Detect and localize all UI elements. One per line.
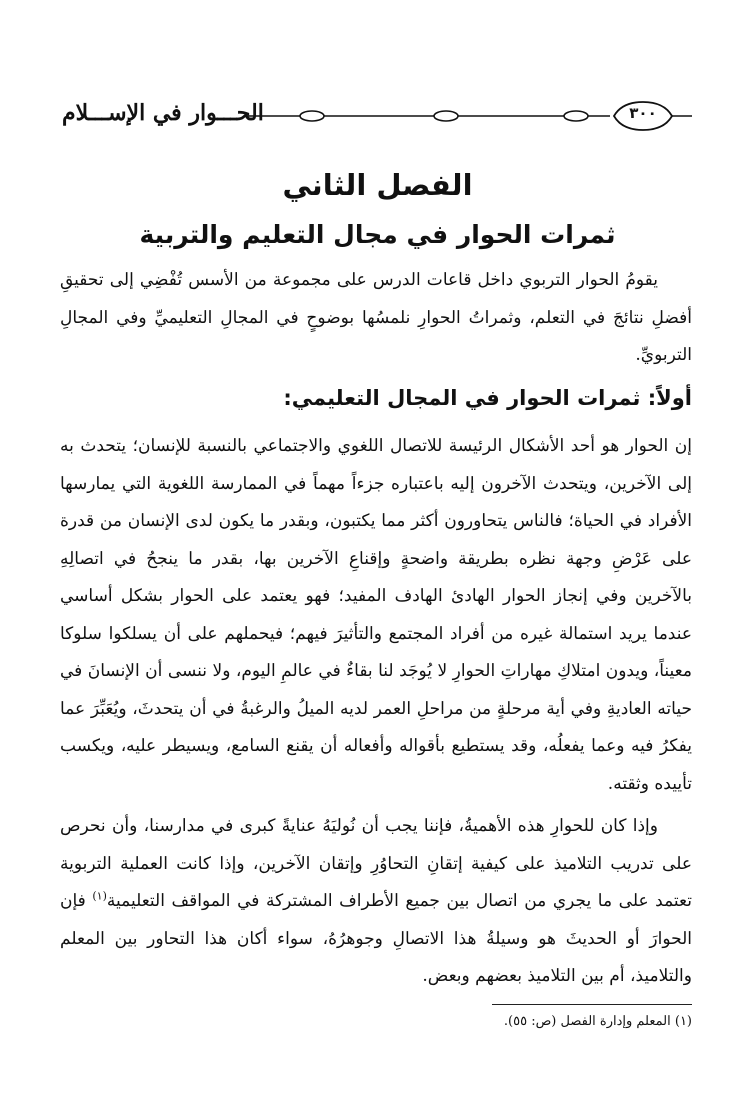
- page-number: ٣٠٠: [629, 104, 657, 122]
- footnote-reference[interactable]: (١): [92, 889, 107, 903]
- second-paragraph-text-start: وإذا كان للحوارِ هذه الأهميةُ، فإننا يجب أن نُوليَهُ عنايةً كبرى في مدارسنا، وأن نحرص على تدريب التلاميذ على كيفية إتقانِ التحاوُرِ وإتقان الآخرين، وإذا كانت العملية التربوية تعتمد على ما يجري من اتصال بين جميع الأطراف المشتركة في المواقف التعليمية: [60, 816, 692, 911]
- footnote-separator: [492, 1004, 692, 1005]
- chapter-subtitle: ثمرات الحوار في مجال التعليم والتربية: [139, 220, 616, 249]
- section-heading: أولاً: ثمرات الحوار في المجال التعليمي:: [283, 386, 692, 410]
- book-title: الحـــوار في الإســـلام: [62, 100, 264, 126]
- running-header: [62, 96, 692, 136]
- second-paragraph-text-end: فإن الحوارَ أو الحديثَ هو وسيلةُ هذا الاتصالِ وجوهرُهُ، سواء أكان هذا التحاور بين المعلم والتلاميذ، أم بين التلاميذ بعضهم وبعض.: [60, 891, 692, 986]
- footnote: (١) المعلم وإدارة الفصل (ص: ٥٥).: [503, 1014, 692, 1029]
- intro-paragraph: يقومُ الحوار التربوي داخل قاعات الدرس على مجموعة من الأسس تُفْضِي إلى تحقيقِ أفضلِ نتائجَ في التعلم، وثمراتُ الحوارِ نلمسُها بوضوحٍ في المجالِ التعليميِّ وفي المجالِ التربويِّ.: [60, 270, 692, 365]
- second-paragraph: [60, 808, 692, 996]
- main-paragraph: إن الحوار هو أحد الأشكال الرئيسة للاتصال اللغوي والاجتماعي بالنسبة للإنسان؛ يتحدث به إلى الآخرين، ويتحدث الآخرون إليه باعتباره جزءاً مهماً في الممارسة اللغوية التي يمارسها الأفراد في الحياة؛ فالناس يتحاورون أكثر مما يكتبون، وبقدر ما يكون لدى الإنسان من قدرة على عَرْضِ وجهة نظره بطريقة واضحةٍ وإقناعِ الآخرين بها، بقدر ما ينجحُ في اتصالِهِ بالآخرين وفي إنجاز الحوار الهادئ الهادف المفيد؛ فهو يعتمد على الحوار بشكل أساسي عندما يريد استمالة غيره من أفراد المجتمع والتأثيرَ فيهم؛ فيحملهم على أن يسلكوا سلوكا معيناً، ويدون امتلاكِ مهاراتِ الحوارِ لا يُوجَد لنا بقاءٌ في عالمِ اليوم، ولا ننسى أن الإنسانَ في حياته العاديةِ وفي أية مرحلةٍ من مراحلِ العمر لديه الميلُ والرغبةُ في أن يتحدثَ، ويُعَبِّرَ عما يفكرُ فيه وعما يفعلُه، وقد يستطيع بأقواله وأفعاله أن يقنع السامع، ويسيطر عليه، ويكسب تأييده وثقته.: [60, 436, 692, 794]
- chapter-title: الفصل الثاني: [282, 168, 473, 202]
